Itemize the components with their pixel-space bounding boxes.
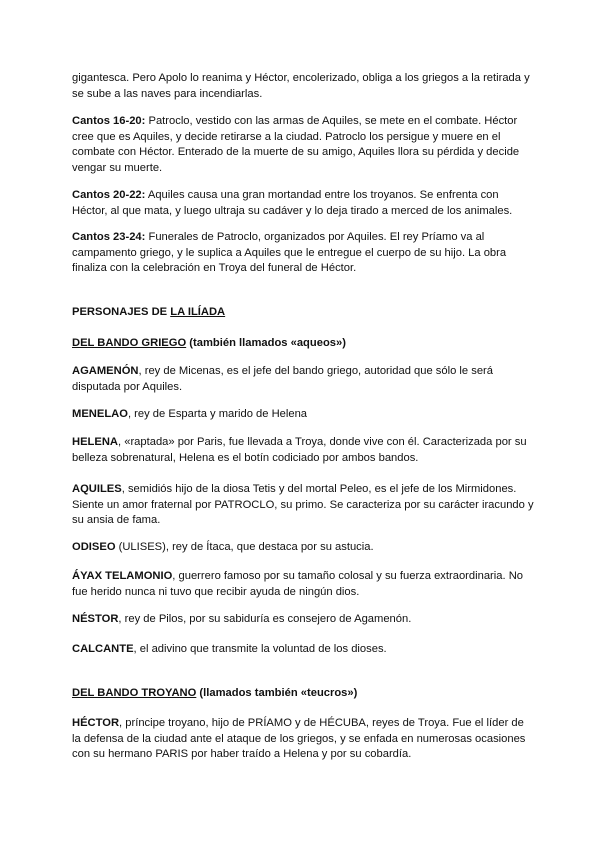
cantos-label: Cantos 20-22: <box>72 189 146 201</box>
character-hector <box>72 716 534 763</box>
character-description: , rey de Micenas, es el jefe del bando griego, autoridad que sólo le será disputada por Aquiles. <box>72 365 494 393</box>
cantos-label: Cantos 23-24: <box>72 231 146 243</box>
paragraph-text: Aquiles causa una gran mortandad entre los troyanos. Se enfrenta con Héctor, al que mata, y luego ultraja su cadáver y lo deja tirado a merced de los animales. <box>72 189 513 217</box>
character-aquiles <box>72 482 534 529</box>
character-agamenon <box>72 364 534 395</box>
character-description: , príncipe troyano, hijo de PRÍAMO y de HÉCUBA, reyes de Troya. Fue el líder de la defensa de la ciudad ante el ataque de los griegos, y se enfada en numerosas ocasiones con su hermano PARIS por haber traído a Helena y por su cobardía. <box>72 717 526 761</box>
subheading-suffix: (llamados también «teucros») <box>196 687 358 699</box>
subheading-bando-griego <box>72 336 534 352</box>
heading-prefix: PERSONAJES DE <box>72 306 171 318</box>
character-description: , «raptada» por Paris, fue llevada a Troya, donde vive con él. Caracterizada por su belleza sobrenatural, Helena es el botín codiciado por ambos bandos. <box>72 436 527 464</box>
paragraph-intro <box>72 71 534 102</box>
subheading-bando-troyano <box>72 686 534 702</box>
character-ayax <box>72 569 534 600</box>
character-menelao <box>72 407 534 423</box>
character-name: NÉSTOR <box>72 613 119 625</box>
paragraph-text: gigantesca. Pero Apolo lo reanima y Héctor, encolerizado, obliga a los griegos a la retirada y se sube a las naves para incendiarlas. <box>72 72 530 100</box>
character-description: (ULISES), rey de Ítaca, que destaca por su astucia. <box>115 541 374 553</box>
character-description: , rey de Pilos, por su sabiduría es consejero de Agamenón. <box>118 613 412 625</box>
cantos-label: Cantos 16-20: <box>72 115 146 127</box>
character-name: AQUILES <box>72 483 122 495</box>
paragraph-cantos-20-22 <box>72 188 534 219</box>
subheading-suffix: (también llamados «aqueos») <box>186 337 346 349</box>
paragraph-cantos-23-24 <box>72 230 534 277</box>
paragraph-cantos-16-20 <box>72 114 534 176</box>
subheading-title: DEL BANDO GRIEGO <box>72 337 187 349</box>
character-name: HÉCTOR <box>72 717 120 729</box>
character-name: ÁYAX TELAMONIO <box>72 570 173 582</box>
subheading-title: DEL BANDO TROYANO <box>72 687 197 699</box>
character-description: , rey de Esparta y marido de Helena <box>127 408 308 420</box>
character-odiseo <box>72 540 534 556</box>
character-name: HELENA <box>72 436 118 448</box>
character-name: MENELAO <box>72 408 128 420</box>
character-description: , semidiós hijo de la diosa Tetis y del mortal Peleo, es el jefe de los Mirmidones. Siente un amor fraternal por PATROCLO, su primo. Se caracteriza por su carácter iracundo y su ansia de fama. <box>72 483 534 527</box>
character-description: , el adivino que transmite la voluntad de los dioses. <box>133 643 387 655</box>
paragraph-text: Patroclo, vestido con las armas de Aquiles, se mete en el combate. Héctor cree que es Aquiles, y decide retirarse a la ciudad. Patroclo los persigue y muere en el combate con Héctor. Enterado de la muerte de su amigo, Aquiles llora su pérdida y decide vengar su muerte. <box>72 115 520 174</box>
heading-title: LA ILÍADA <box>170 306 226 318</box>
character-calcante <box>72 642 534 658</box>
character-nestor <box>72 612 534 628</box>
character-description: , guerrero famoso por su tamaño colosal y su fuerza extraordinaria. No fue herido nunca ni tuvo que recibir ayuda de ningún dios. <box>72 570 524 598</box>
character-name: CALCANTE <box>72 643 134 655</box>
paragraph-text: Funerales de Patroclo, organizados por Aquiles. El rey Príamo va al campamento griego, y le suplica a Aquiles que le entregue el cuerpo de su hijo. La obra finaliza con la celebración en Troya del funeral de Héctor. <box>72 231 507 275</box>
section-heading-personajes <box>72 305 534 321</box>
character-name: ODISEO <box>72 541 116 553</box>
character-name: AGAMENÓN <box>72 365 139 377</box>
character-helena <box>72 435 534 466</box>
